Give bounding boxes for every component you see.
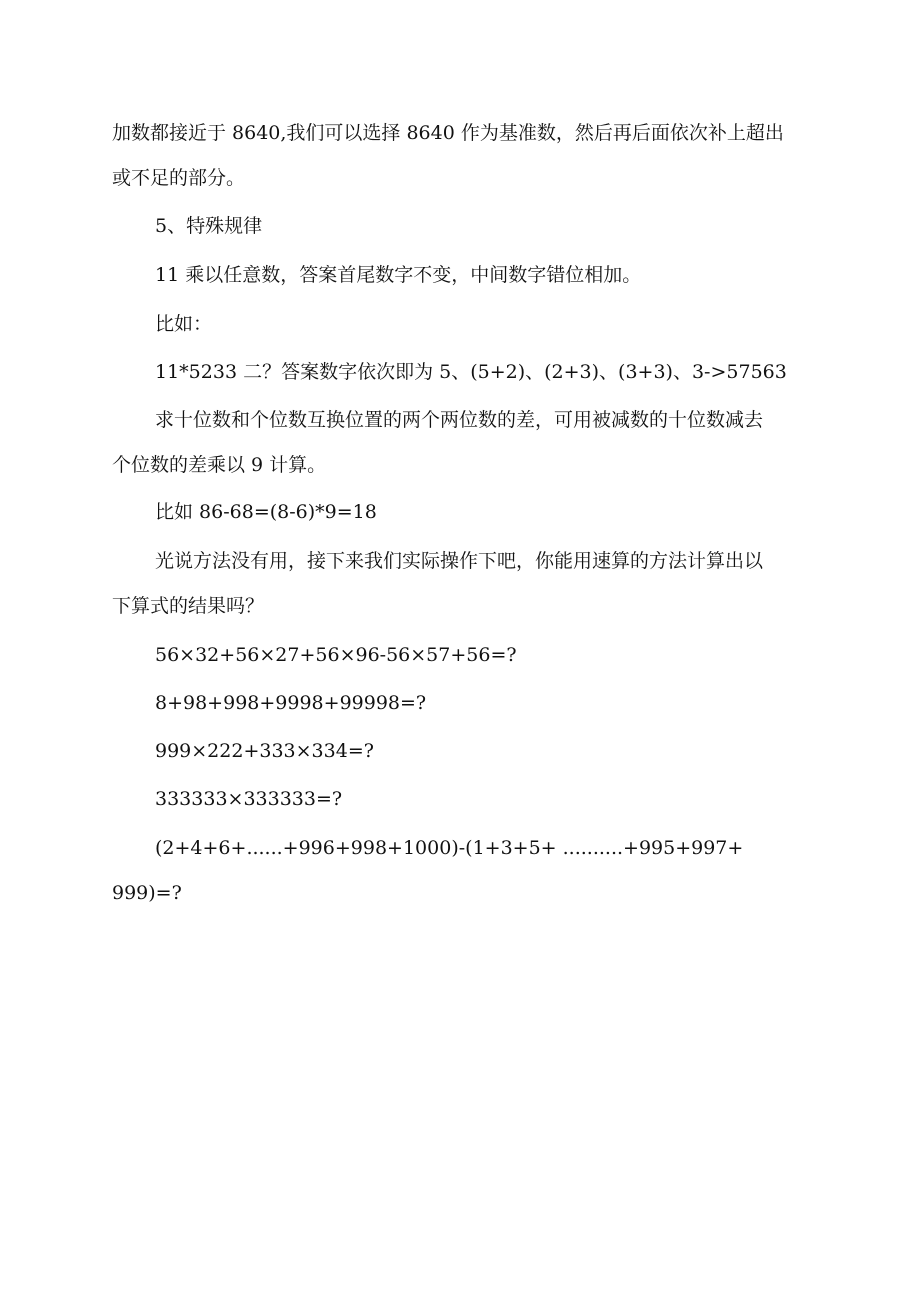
exercise-line: 333333×333333=? (155, 788, 343, 810)
example-line: 11*5233 二？答案数字依次即为 5、(5+2)、(2+3)、(3+3)、3->57563 (155, 361, 787, 383)
paragraph-line: 下算式的结果吗？ (112, 595, 265, 617)
paragraph-line: 求十位数和个位数互换位置的两个两位数的差，可用被减数的十位数减去 (155, 409, 764, 431)
exercise-line: 999)=? (112, 882, 182, 904)
paragraph-line: 比如： (155, 313, 213, 335)
paragraph-line: 或不足的部分。 (112, 167, 246, 189)
exercise-line: (2+4+6+......+996+998+1000)-(1+3+5+ ..........+995+997+ (155, 837, 744, 859)
exercise-line: 56×32+56×27+56×96-56×57+56=? (155, 644, 517, 666)
exercise-line: 999×222+333×334=? (155, 740, 374, 762)
paragraph-line: 加数都接近于 8640,我们可以选择 8640 作为基准数，然后再后面依次补上超出 (112, 122, 784, 144)
paragraph-line: 个位数的差乘以 9 计算。 (112, 454, 327, 476)
section-heading: 5、特殊规律 (155, 215, 263, 237)
example-line: 比如 86-68=(8-6)*9=18 (155, 501, 377, 523)
paragraph-line: 11 乘以任意数，答案首尾数字不变，中间数字错位相加。 (155, 264, 642, 286)
paragraph-line: 光说方法没有用，接下来我们实际操作下吧，你能用速算的方法计算出以 (155, 550, 764, 572)
exercise-line: 8+98+998+9998+99998=? (155, 692, 427, 714)
